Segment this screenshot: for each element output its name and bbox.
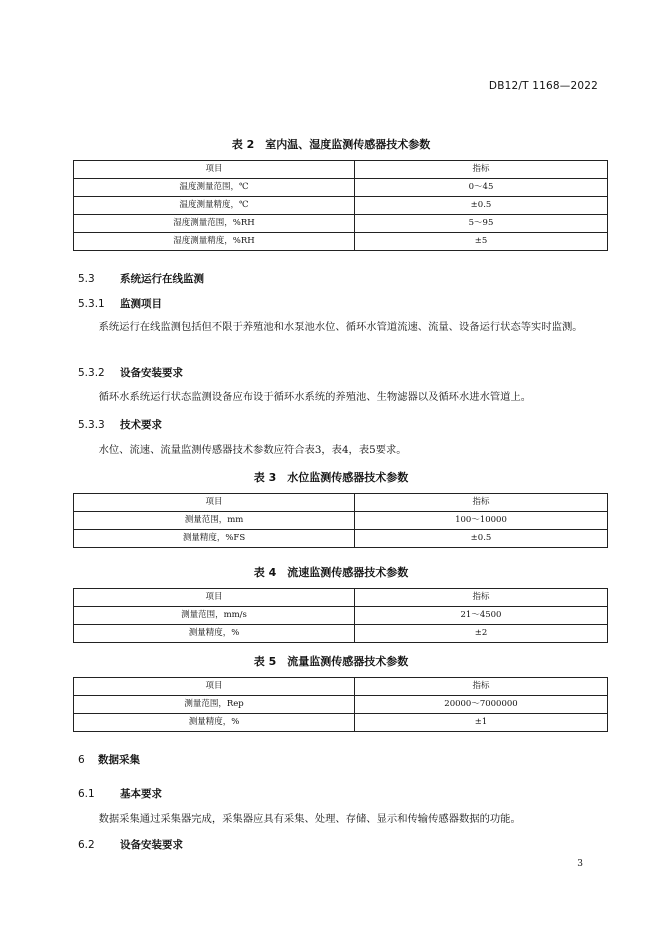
column-header-indicator: 指标 [355, 161, 608, 179]
table-2-caption: 表 2 室内温、湿度监测传感器技术参数 [231, 138, 431, 151]
section-6-1-text: 数据采集通过采集器完成，采集器应具有采集、处理、存储、显示和传输传感器数据的功能。 [98, 813, 521, 825]
table-header-row [74, 589, 608, 607]
table-cell: 湿度测量精度，%RH [74, 233, 355, 251]
table-cell: 测量精度，% [74, 714, 355, 732]
table-4 [73, 588, 608, 643]
table-3-caption: 表 3 水位监测传感器技术参数 [253, 471, 409, 484]
section-5-3-3-text: 水位、流速、流量监测传感器技术参数应符合表3，表4，表5要求。 [98, 444, 407, 456]
table-row [74, 233, 608, 251]
table-5-caption: 表 5 流量监测传感器技术参数 [253, 655, 409, 668]
table-row [74, 607, 608, 625]
table-row [74, 714, 608, 732]
table-cell: ±0.5 [355, 197, 608, 215]
column-header-item: 项目 [74, 161, 355, 179]
table-cell: 测量范围，mm/s [74, 607, 355, 625]
table-row [74, 197, 608, 215]
table-header-row [74, 161, 608, 179]
table-cell: 温度测量范围，℃ [74, 179, 355, 197]
table-cell: 测量范围，Rep [74, 696, 355, 714]
table-cell: 5～95 [355, 215, 608, 233]
section-number: 6.1 [78, 788, 95, 800]
table-3 [73, 493, 608, 548]
column-header-item: 项目 [74, 589, 355, 607]
section-number: 6.2 [78, 839, 95, 851]
section-6-1-heading [78, 786, 162, 801]
table-row [74, 530, 608, 548]
section-number: 5.3.2 [78, 367, 105, 379]
table-cell: 测量范围，mm [74, 512, 355, 530]
table-cell: 100～10000 [355, 512, 608, 530]
table-header-row [74, 678, 608, 696]
table-2 [73, 160, 608, 251]
column-header-item: 项目 [74, 678, 355, 696]
section-number: 5.3 [78, 273, 95, 285]
section-5-3-1-text: 系统运行在线监测包括但不限于养殖池和水泵池水位、循环水管道流速、流量、设备运行状态等实时监测。 [98, 321, 583, 333]
table-cell: 温度测量精度，℃ [74, 197, 355, 215]
section-title: 设备安装要求 [120, 839, 183, 851]
section-5-3-1-heading [78, 296, 162, 311]
table-5 [73, 677, 608, 732]
section-number: 5.3.1 [78, 298, 105, 310]
table-row [74, 625, 608, 643]
table-cell: ±2 [355, 625, 608, 643]
table-cell: 20000～7000000 [355, 696, 608, 714]
table-header-row [74, 494, 608, 512]
section-5-3-heading [78, 271, 204, 286]
section-6-2-heading [78, 837, 183, 852]
section-title: 设备安装要求 [120, 367, 183, 379]
table-cell: 测量精度，%FS [74, 530, 355, 548]
table-cell: 测量精度，% [74, 625, 355, 643]
table-row [74, 179, 608, 197]
section-title: 技术要求 [120, 419, 162, 431]
section-title: 基本要求 [120, 788, 162, 800]
section-5-3-3-heading [78, 417, 162, 432]
section-title: 数据采集 [98, 754, 140, 766]
standard-number: DB12/T 1168—2022 [488, 80, 598, 92]
column-header-item: 项目 [74, 494, 355, 512]
table-4-caption: 表 4 流速监测传感器技术参数 [253, 566, 409, 579]
table-cell: ±5 [355, 233, 608, 251]
section-number: 5.3.3 [78, 419, 105, 431]
column-header-indicator: 指标 [355, 678, 608, 696]
section-title: 监测项目 [120, 298, 162, 310]
section-6-heading [78, 752, 140, 767]
section-5-3-2-text: 循环水系统运行状态监测设备应布设于循环水系统的养殖池、生物滤器以及循环水进水管道上。 [98, 391, 532, 403]
section-number: 6 [78, 754, 85, 766]
table-row [74, 215, 608, 233]
page-number: 3 [577, 859, 583, 869]
column-header-indicator: 指标 [355, 589, 608, 607]
table-cell: ±0.5 [355, 530, 608, 548]
table-row [74, 512, 608, 530]
section-5-3-2-heading [78, 365, 183, 380]
column-header-indicator: 指标 [355, 494, 608, 512]
section-title: 系统运行在线监测 [120, 273, 204, 285]
table-cell: 21～4500 [355, 607, 608, 625]
table-cell: ±1 [355, 714, 608, 732]
table-cell: 0～45 [355, 179, 608, 197]
table-row [74, 696, 608, 714]
table-cell: 湿度测量范围，%RH [74, 215, 355, 233]
